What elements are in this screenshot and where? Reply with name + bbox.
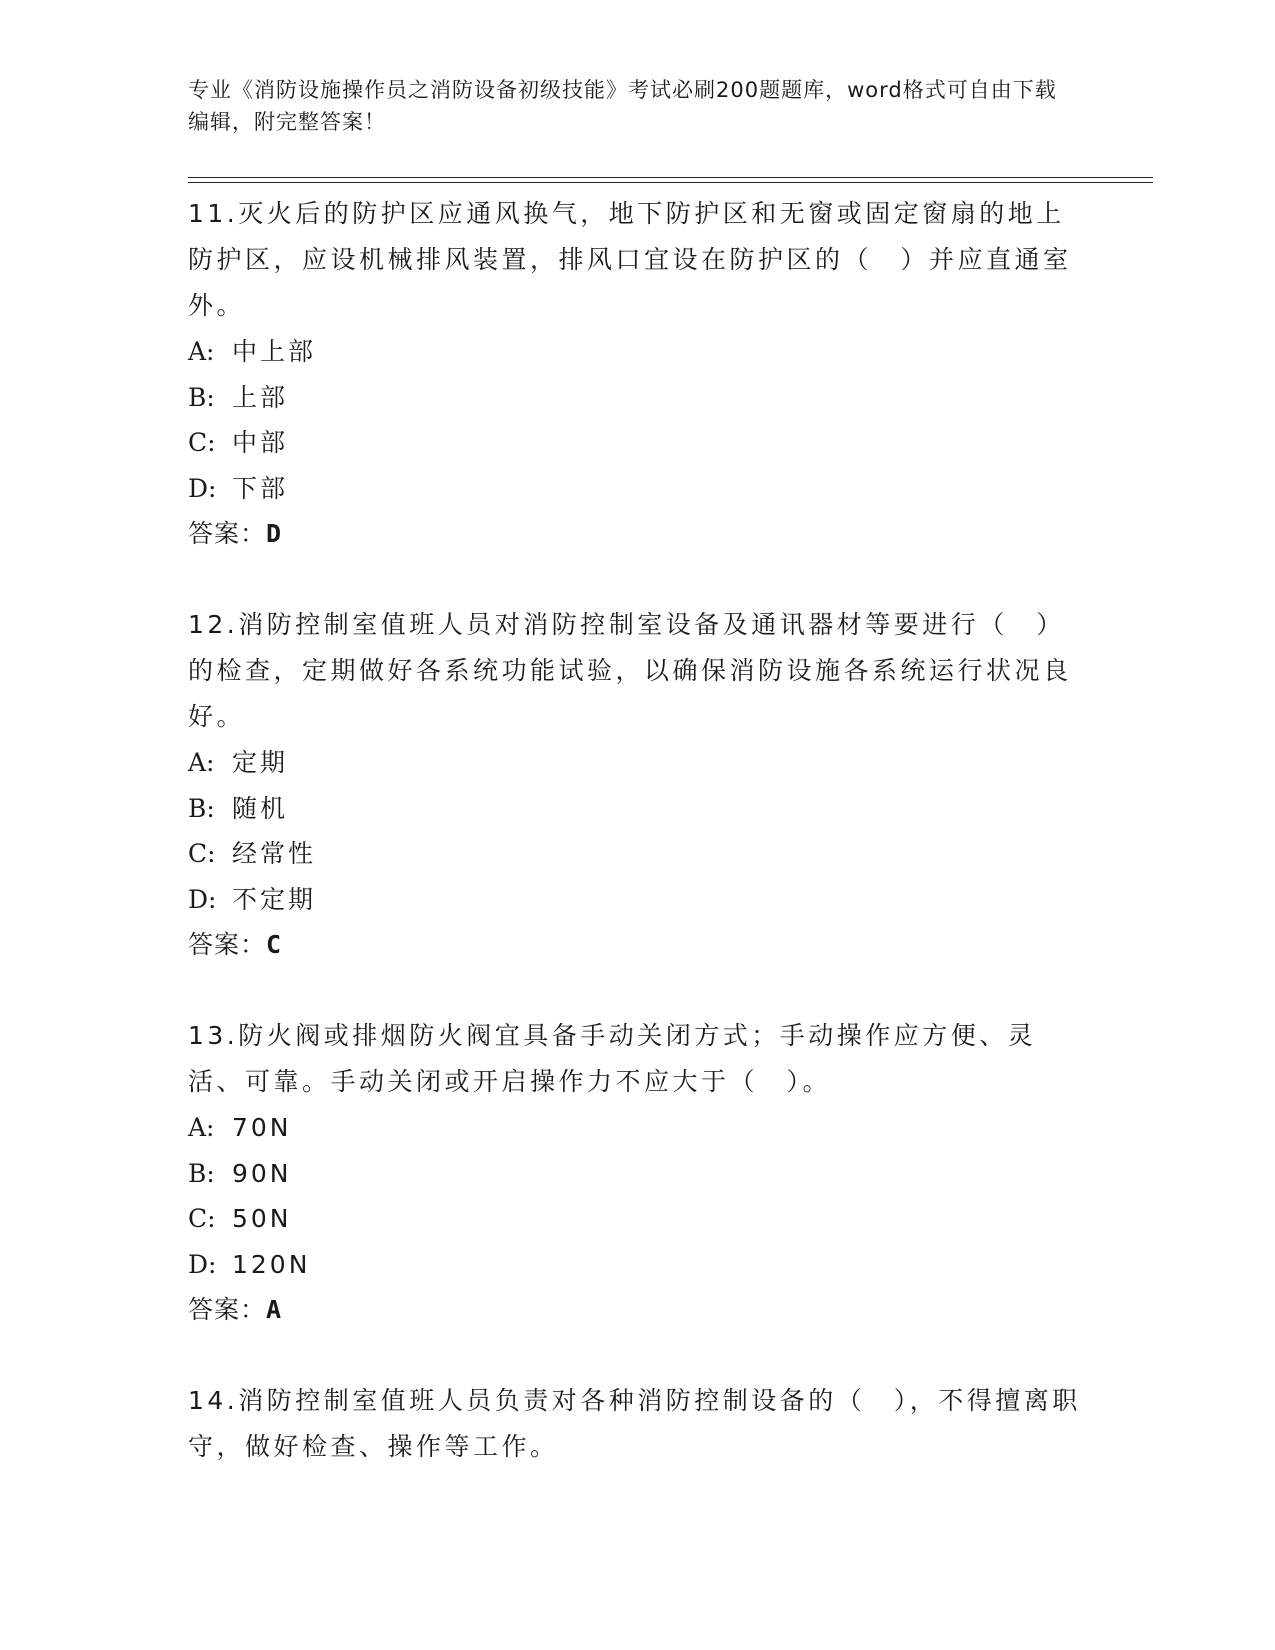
- option-b: [188, 375, 1088, 421]
- option-text: 中上部: [232, 337, 317, 366]
- option-text: 50N: [232, 1204, 292, 1233]
- option-text: 经常性: [232, 839, 317, 868]
- question-stem: 11.灭火后的防护区应通风换气，地下防护区和无窗或固定窗扇的地上防护区，应设机械排风装置，排风口宜设在防护区的（ ）并应直通室外。: [188, 199, 1072, 320]
- answer-value: D: [266, 519, 282, 548]
- option-a: [188, 1105, 1088, 1151]
- option-text: 上部: [232, 382, 289, 412]
- option-letter: B:: [188, 382, 215, 412]
- header-divider-bottom: [188, 182, 1153, 183]
- question-12: [188, 602, 1088, 968]
- question-11: [188, 191, 1088, 557]
- option-c: [188, 420, 1088, 466]
- answer-line: [188, 922, 1088, 968]
- option-a: [188, 740, 1088, 786]
- option-text: 定期: [232, 748, 289, 777]
- option-text: 随机: [232, 793, 289, 823]
- answer-line: [188, 511, 1088, 557]
- answer-label: 答案：: [188, 1295, 267, 1324]
- question-stem: 12.消防控制室值班人员对消防控制室设备及通讯器材等要进行（ ）的检查，定期做好各系统功能试验，以确保消防设施各系统运行状况良好。: [188, 610, 1072, 731]
- option-letter: D:: [188, 884, 217, 914]
- option-d: [188, 466, 1088, 512]
- option-text: 中部: [232, 428, 289, 457]
- option-b: [188, 786, 1088, 832]
- option-c: [188, 1196, 1088, 1242]
- answer-label: 答案：: [188, 930, 267, 959]
- option-d: [188, 877, 1088, 923]
- option-text: 下部: [232, 473, 289, 503]
- question-stem: 13.防火阀或排烟防火阀宜具备手动关闭方式；手动操作应方便、灵活、可靠。手动关闭或开启操作力不应大于（ ）。: [188, 1021, 1037, 1096]
- answer-line: [188, 1287, 1088, 1333]
- option-letter: A:: [188, 748, 215, 777]
- option-letter: A:: [188, 337, 215, 366]
- document-header: 专业《消防设施操作员之消防设备初级技能》考试必刷200题题库，word格式可自由下载编辑，附完整答案！: [188, 78, 1057, 134]
- option-letter: B:: [188, 793, 215, 823]
- option-letter: D:: [188, 1249, 217, 1279]
- option-a: [188, 329, 1088, 375]
- header-divider-top: [188, 177, 1153, 178]
- option-letter: A:: [188, 1113, 215, 1142]
- option-letter: C:: [188, 428, 216, 457]
- option-text: 70N: [232, 1113, 292, 1142]
- question-14: [188, 1378, 1088, 1470]
- option-b: [188, 1151, 1088, 1197]
- option-letter: D:: [188, 473, 217, 503]
- option-letter: B:: [188, 1158, 215, 1188]
- answer-label: 答案：: [188, 519, 267, 548]
- question-list: [188, 191, 1088, 1515]
- question-13: [188, 1013, 1088, 1333]
- option-c: [188, 831, 1088, 877]
- answer-value: C: [266, 930, 282, 959]
- question-stem: 14.消防控制室值班人员负责对各种消防控制设备的（ ），不得擅离职守，做好检查、操作等工作。: [188, 1386, 1081, 1461]
- option-text: 不定期: [232, 884, 317, 914]
- option-text: 120N: [232, 1249, 311, 1279]
- option-letter: C:: [188, 839, 216, 868]
- option-letter: C:: [188, 1204, 216, 1233]
- option-text: 90N: [232, 1158, 292, 1188]
- option-d: [188, 1242, 1088, 1288]
- answer-value: A: [266, 1295, 282, 1324]
